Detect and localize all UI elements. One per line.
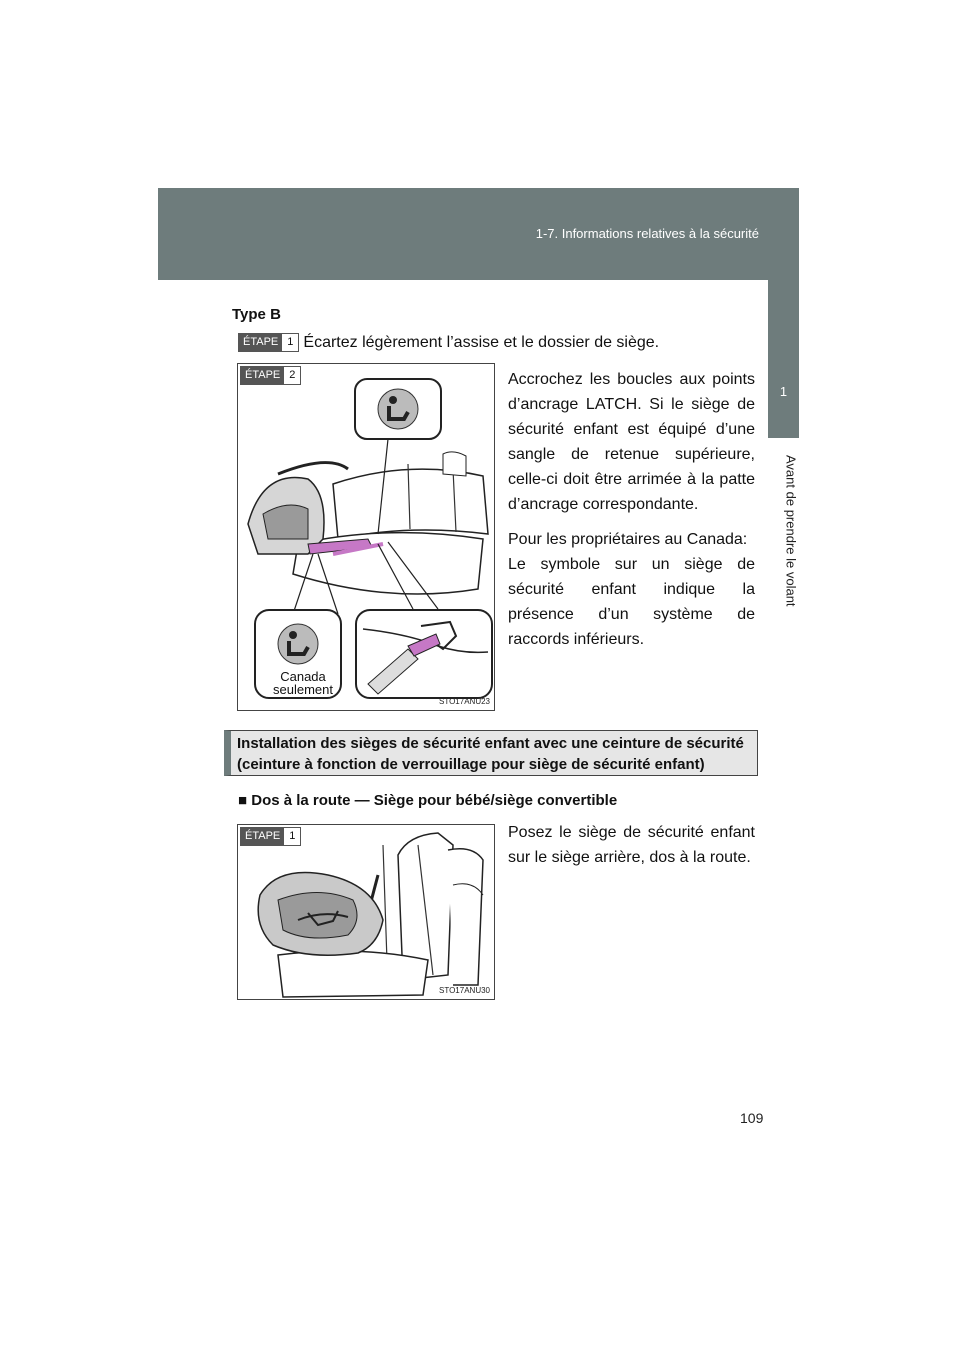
- chapter-title-vertical: [782, 455, 800, 625]
- section-title-box: [224, 730, 758, 776]
- step-1-row: [238, 333, 659, 352]
- step-badge-label: ÉTAPE: [241, 828, 284, 845]
- chapter-number: 1: [779, 384, 788, 399]
- latch-illustration: [238, 364, 494, 710]
- step-badge-number: 1: [284, 828, 300, 845]
- type-heading: Type B: [232, 306, 281, 323]
- section-header: 1-7. Informations relatives à la sécurité: [535, 226, 759, 241]
- step-badge: [238, 333, 299, 352]
- figure-rear-facing-seat: [237, 824, 495, 1000]
- chapter-title: Avant de prendre le volant: [783, 455, 799, 607]
- step-badge-number: 1: [282, 334, 298, 351]
- page-number: 109: [740, 1110, 764, 1126]
- subsection-heading: [238, 792, 617, 809]
- step-2-text: [508, 367, 755, 652]
- bullet-icon: ■: [238, 792, 248, 809]
- step-badge-label: ÉTAPE: [239, 334, 282, 351]
- figure-code: STO17ANU30: [439, 986, 490, 995]
- step-badge-label: ÉTAPE: [241, 367, 284, 384]
- figure-code: STO17ANU23: [439, 697, 490, 706]
- subsection-text: Dos à la route — Siège pour bébé/siège convertible: [251, 792, 618, 809]
- rear-facing-step-paragraph: Posez le siège de sécurité enfant sur le siège arrière, dos à la route.: [508, 824, 755, 866]
- step-2-paragraph-2-line-1: Pour les propriétaires au Canada:: [508, 531, 748, 548]
- figure-latch-anchors: [237, 363, 495, 711]
- header-band: [158, 188, 799, 280]
- step-badge-number: 2: [284, 367, 300, 384]
- step-2-paragraph-1: Accrochez les boucles aux points d’ancrage LATCH. Si le siège de sécurité enfant est équipé d’une sangle de retenue supérieure, celle-ci doit être arrimée à la patte d’ancrage correspondante.: [508, 371, 755, 513]
- section-title: Installation des sièges de sécurité enfant avec une ceinture de sécurité (ceinture à fonction de verrouillage pour siège de sécurité enfant): [237, 735, 744, 773]
- canada-only-label: Canada seulement: [273, 669, 333, 697]
- rear-facing-illustration: [238, 825, 494, 999]
- chapter-tab: [768, 280, 799, 438]
- step-1-text: Écartez légèrement l’assise et le dossier de siège.: [303, 333, 660, 351]
- rear-facing-step-text: [508, 820, 755, 870]
- step-2-paragraph-2-line-2: Le symbole sur un siège de sécurité enfant indique la présence d’un système de raccords inférieurs.: [508, 556, 755, 648]
